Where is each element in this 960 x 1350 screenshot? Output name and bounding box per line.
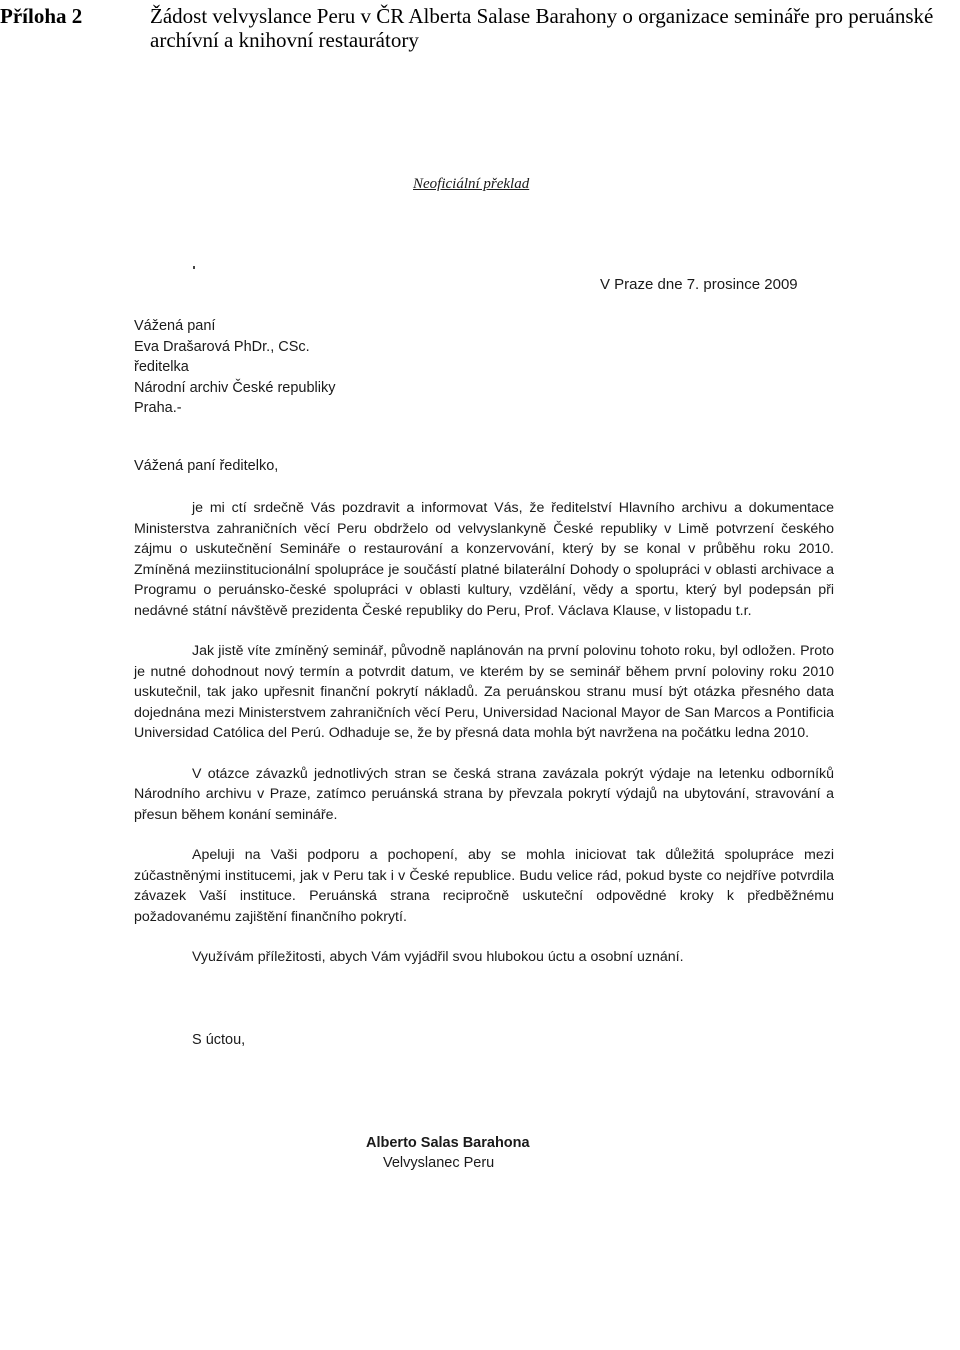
translation-note: Neoficiální překlad: [413, 176, 530, 192]
closing: S úctou,: [192, 1032, 246, 1048]
letter-paragraph: V otázce závazků jednotlivých stran se česká strana zavázala pokrýt výdaje na letenku odborníků Národního archivu v Praze, zatímco peruánská strana by převzala pokrytí výdajů na ubytování, stravování a přesun během konání semináře.: [134, 765, 834, 823]
address-line: Vážená paní: [134, 318, 216, 334]
scanned-letter: [0, 60, 960, 1350]
salutation: Vážená paní ředitelko,: [134, 458, 279, 474]
recipient-address: [134, 316, 335, 419]
signer-role: Velvyslanec Peru: [383, 1155, 495, 1171]
scan-speck: [193, 266, 195, 269]
letter-paragraph: Jak jistě víte zmíněný seminář, původně naplánován na první polovinu tohoto roku, byl odložen. Proto je nutné dohodnout nový termín a potvrdit datum, ve kterém by se seminář během první poloviny roku 2010 uskutečnil, tak jako upřesnit finanční pokrytí nákladů. Za peruánskou stranu musí být otázka přesného data dojednána mezi Ministerstvem zahraničních věcí Peru, Universidad Nacional Mayor de San Marcos a Pontificia Universidad Católica del Perú. Odhaduje se, že by přesná data mohla být navržena na počátku ledna 2010.: [134, 643, 834, 741]
address-line: ředitelka: [134, 359, 189, 375]
signature-block: [366, 1133, 530, 1173]
address-line: Národní archiv České republiky: [134, 379, 336, 396]
document-title: Žádost velvyslance Peru v ČR Alberta Salase Barahony o organizace semináře pro peruánské archívní a knihovní restaurátory: [150, 4, 934, 52]
address-line: Praha.-: [134, 400, 182, 416]
letter-body: [134, 498, 834, 988]
letter-paragraph: Apeluji na Vaši podporu a pochopení, aby se mohla iniciovat tak důležitá spolupráce mezi zúčastněnými institucemi, jak v Peru tak i v České republice. Budu velice rád, pokud byste co nejdříve potvrdila závazek Vaší instituce. Peruánská strana recipročně uskuteční odpovědné kroky k předběžnému požadovanému zajištění finančního pokrytí.: [134, 847, 834, 925]
letter-date: V Praze dne 7. prosince 2009: [600, 276, 798, 293]
signer-name: Alberto Salas Barahona: [366, 1135, 530, 1151]
address-line: Eva Drašarová PhDr., CSc.: [134, 338, 310, 355]
attachment-label: Příloha 2: [0, 4, 83, 28]
letter-paragraph: Využívám příležitosti, abych Vám vyjádřil svou hlubokou úctu a osobní uznání.: [192, 949, 684, 965]
letter-paragraph: je mi ctí srdečně Vás pozdravit a informovat Vás, že ředitelství Hlavního archivu a dokumentace Ministerstva zahraničních věcí Peru obdrželo od velvyslankyně České republiky v Limě potvrzení českého zájmu o uskutečnění Semináře o restaurování a konzervování, který by se konal v průběhu roku 2010. Zmíněná meziinstitucionální spolupráce je součástí platné bilaterální Dohody o spolupráci v oblasti archivace a Programu o peruánsko-české spolupráci v oblasti kultury, vzdělání, vědy a sportu, který byl podepsán při nedávné státní návštěvě prezidenta České republiky do Peru, Prof. Václava Klause, v listopadu t.r.: [134, 500, 834, 619]
